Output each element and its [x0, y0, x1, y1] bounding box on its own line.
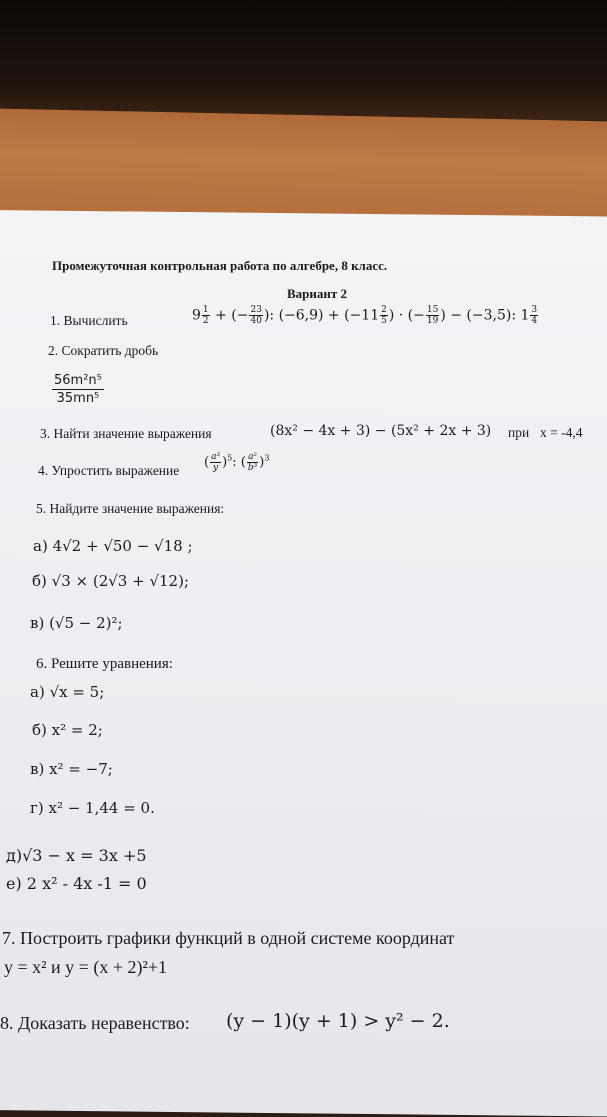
dark-background	[0, 0, 607, 120]
task-5-c: в) (√5 − 2)²;	[30, 614, 123, 632]
task-6-f: е) 2 x² - 4x -1 = 0	[6, 874, 147, 893]
task-5-b: б) √3 × (2√3 + √12);	[32, 572, 190, 590]
fraction: $\frac{23}{40}$	[250, 305, 262, 326]
task-3-label: 3. Найти значение выражения	[40, 426, 212, 441]
task-4-expression: ( $\frac{\text{a³}}{y}$ )$^5$: ( $\frac{\text{a²}}{\text{b³}}$ )$^3$	[204, 452, 270, 473]
task-6-d: г) x² − 1,44 = 0.	[30, 799, 155, 817]
task-8-label: 8. Доказать неравенство:	[0, 1013, 190, 1033]
task-2-label: 2. Сократить дробь	[48, 343, 159, 358]
task-3-condition: x = -4,4	[540, 425, 583, 440]
task-5-a: а) 4√2 + √50 − √18 ;	[33, 537, 193, 555]
fraction: $\frac{1}{2}$	[202, 305, 209, 326]
task-7-functions: y = x² и y = (x + 2)²+1	[4, 957, 168, 977]
task-1-expression: 9 $\frac{1}{2}$ + (− $\frac{23}{40}$ ): (−6,9) + (−11 $\frac{2}{5}$ ) · (− $\frac{15}{19}$ ) − (−3,5): 1 $\frac{3}{4}$	[192, 305, 538, 326]
fraction: $\frac{3}{4}$	[531, 305, 538, 326]
task-6-label: 6. Решите уравнения:	[36, 656, 173, 672]
task-6-b: б) x² = 2;	[32, 721, 103, 739]
task-8-expression: (y − 1)(y + 1) > y² − 2.	[226, 1010, 450, 1032]
task-5-label: 5. Найдите значение выражения:	[36, 501, 225, 516]
task-4-label: 4. Упростить выражение	[38, 463, 180, 478]
task-7-label: 7. Построить графики функций в одной системе координат	[2, 928, 455, 948]
task-1-label: 1. Вычислить	[50, 313, 128, 328]
fraction: $\frac{15}{19}$	[426, 305, 439, 326]
task-6-e: д)√3 − x = 3x +5	[6, 846, 147, 865]
variant-heading: Вариант 2	[287, 286, 348, 301]
task-6-a: а) √x = 5;	[30, 683, 105, 701]
task-2-fraction: $\frac{\text{56m²n⁵}}{\text{35mn⁵}}$	[54, 373, 102, 406]
task-3-expression: (8x² − 4x + 3) − (5x² + 2x + 3)	[270, 423, 492, 439]
task-3-at: при	[508, 425, 530, 440]
fraction: $\frac{2}{5}$	[381, 305, 387, 326]
document-title: Промежуточная контрольная работа по алгебре, 8 класс.	[52, 258, 388, 273]
task-6-c: в) x² = −7;	[30, 760, 113, 778]
